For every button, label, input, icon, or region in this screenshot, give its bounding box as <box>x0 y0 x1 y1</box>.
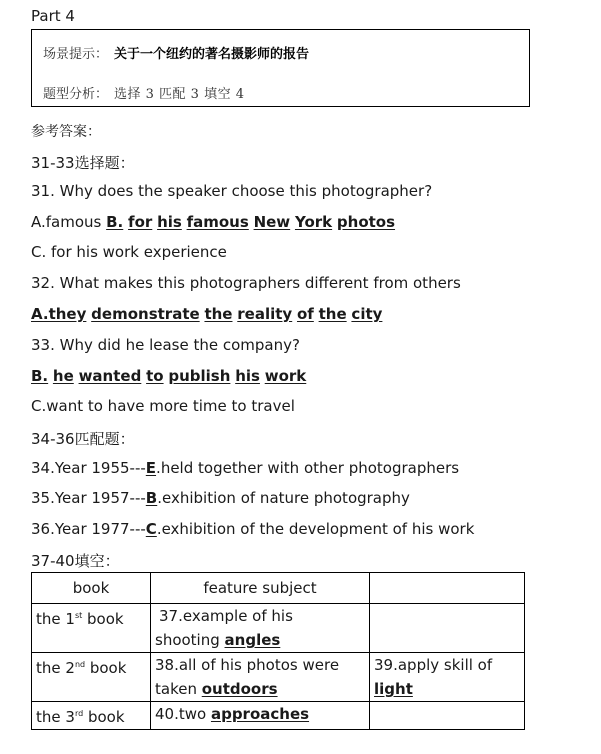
q31-answer-word: his <box>157 213 182 231</box>
question-32: 32. What makes this photographers different from others <box>31 274 461 292</box>
book-label-ordinal: nd <box>74 660 86 669</box>
match-section-range: 34-36 <box>31 430 75 448</box>
match-34-year: 34.Year 1955--- <box>31 459 146 477</box>
book-label-text: the 1 <box>36 610 75 628</box>
q31-option-a: A.famous <box>31 213 107 231</box>
match-34 <box>31 459 459 477</box>
feature-cell <box>151 604 370 653</box>
q33-answer-line <box>31 367 306 385</box>
q33-answer-word: publish <box>168 367 231 385</box>
q32-answer-word: A.they <box>31 305 87 323</box>
fill-section-heading <box>31 550 120 571</box>
match-36 <box>31 520 474 538</box>
book-label-text: book <box>82 610 124 628</box>
q33-answer-word: his <box>235 367 260 385</box>
extra-cell <box>370 604 525 653</box>
feature-line <box>155 628 365 652</box>
book-label-ordinal: st <box>74 611 83 620</box>
match-34-letter: E <box>145 459 157 477</box>
match-36-year: 36.Year 1977--- <box>31 520 146 538</box>
q31-answer-word: York <box>294 213 333 231</box>
fill-section-range: 37-40 <box>31 552 75 570</box>
header-empty <box>370 573 525 604</box>
feature-answer: approaches <box>210 705 310 723</box>
q32-answer-word: demonstrate <box>91 305 200 323</box>
match-35 <box>31 489 410 507</box>
header-feature-subject: feature subject <box>151 573 370 604</box>
book-label-text: the 3 <box>36 708 75 726</box>
match-35-letter: B <box>145 489 158 507</box>
scene-info-box <box>31 29 530 107</box>
book-label <box>32 604 151 653</box>
q33-answer-word: B. <box>31 367 49 385</box>
table-row <box>32 604 525 653</box>
question-33: 33. Why did he lease the company? <box>31 336 300 354</box>
scene-row <box>43 43 309 62</box>
extra-cell <box>370 653 525 702</box>
q31-answer-word: photos <box>336 213 396 231</box>
q33-answer-word: wanted <box>78 367 142 385</box>
table-header-row <box>32 573 525 604</box>
match-36-text: .exhibition of the development of his work <box>156 520 475 538</box>
choice-section-heading <box>31 152 135 173</box>
book-label-ordinal: rd <box>74 709 84 718</box>
feature-line: 37.example of his <box>159 607 293 625</box>
q33-answer-word: to <box>146 367 164 385</box>
scene-label: 场景提示： <box>43 47 109 62</box>
book-label-text: book <box>85 659 127 677</box>
book-label <box>32 653 151 702</box>
choice-section-title: 选择题： <box>74 154 135 172</box>
question-type-label: 题型分析： <box>43 87 109 102</box>
extra-line: 39.apply skill of <box>374 656 493 674</box>
feature-answer: outdoors <box>201 680 278 698</box>
question-type-value: 选择 3 匹配 3 填空 4 <box>114 87 245 102</box>
q33-option-c: C.want to have more time to travel <box>31 397 295 415</box>
q33-answer-word: work <box>264 367 307 385</box>
match-section-title: 匹配题： <box>74 430 135 448</box>
table-row <box>32 653 525 702</box>
q31-answer-word: for <box>128 213 153 231</box>
question-type-row <box>43 83 245 102</box>
q31-answer-word: New <box>253 213 291 231</box>
feature-cell <box>151 702 370 730</box>
question-31: 31. Why does the speaker choose this photographer? <box>31 182 433 200</box>
extra-cell <box>370 702 525 730</box>
q32-answer-word: city <box>351 305 383 323</box>
match-35-year: 35.Year 1957--- <box>31 489 146 507</box>
part-title: Part 4 <box>31 7 75 25</box>
q32-answer-word: of <box>296 305 314 323</box>
feature-text: shooting <box>155 631 225 649</box>
q31-answer-line <box>31 213 395 231</box>
feature-line: 38.all of his photos were <box>155 656 340 674</box>
extra-answer: light <box>374 680 413 698</box>
q31-answer-word: famous <box>186 213 249 231</box>
answer-table <box>31 572 525 730</box>
scene-value: 关于一个纽约的著名摄影师的报告 <box>114 47 310 62</box>
match-36-letter: C <box>145 520 157 538</box>
header-book: book <box>32 573 151 604</box>
q32-answer-word: the <box>318 305 347 323</box>
table-row <box>32 702 525 730</box>
match-35-text: .exhibition of nature photography <box>157 489 410 507</box>
q32-answer-line <box>31 305 382 323</box>
feature-line <box>155 677 365 701</box>
match-34-text: .held together with other photographers <box>156 459 460 477</box>
reference-answer-label: 参考答案： <box>31 124 101 140</box>
book-label-text: the 2 <box>36 659 75 677</box>
feature-text: taken <box>155 680 202 698</box>
q32-answer-word: the <box>204 305 233 323</box>
q32-answer-word: reality <box>237 305 293 323</box>
feature-cell <box>151 653 370 702</box>
q31-answer-word: B. <box>106 213 124 231</box>
fill-section-title: 填空： <box>74 552 120 570</box>
feature-text: 40.two <box>155 705 211 723</box>
q31-option-c: C. for his work experience <box>31 243 227 261</box>
choice-section-range: 31-33 <box>31 154 75 172</box>
book-label-text: book <box>83 708 125 726</box>
match-section-heading <box>31 428 135 449</box>
q33-answer-word: he <box>52 367 74 385</box>
feature-answer: angles <box>224 631 281 649</box>
book-label <box>32 702 151 730</box>
